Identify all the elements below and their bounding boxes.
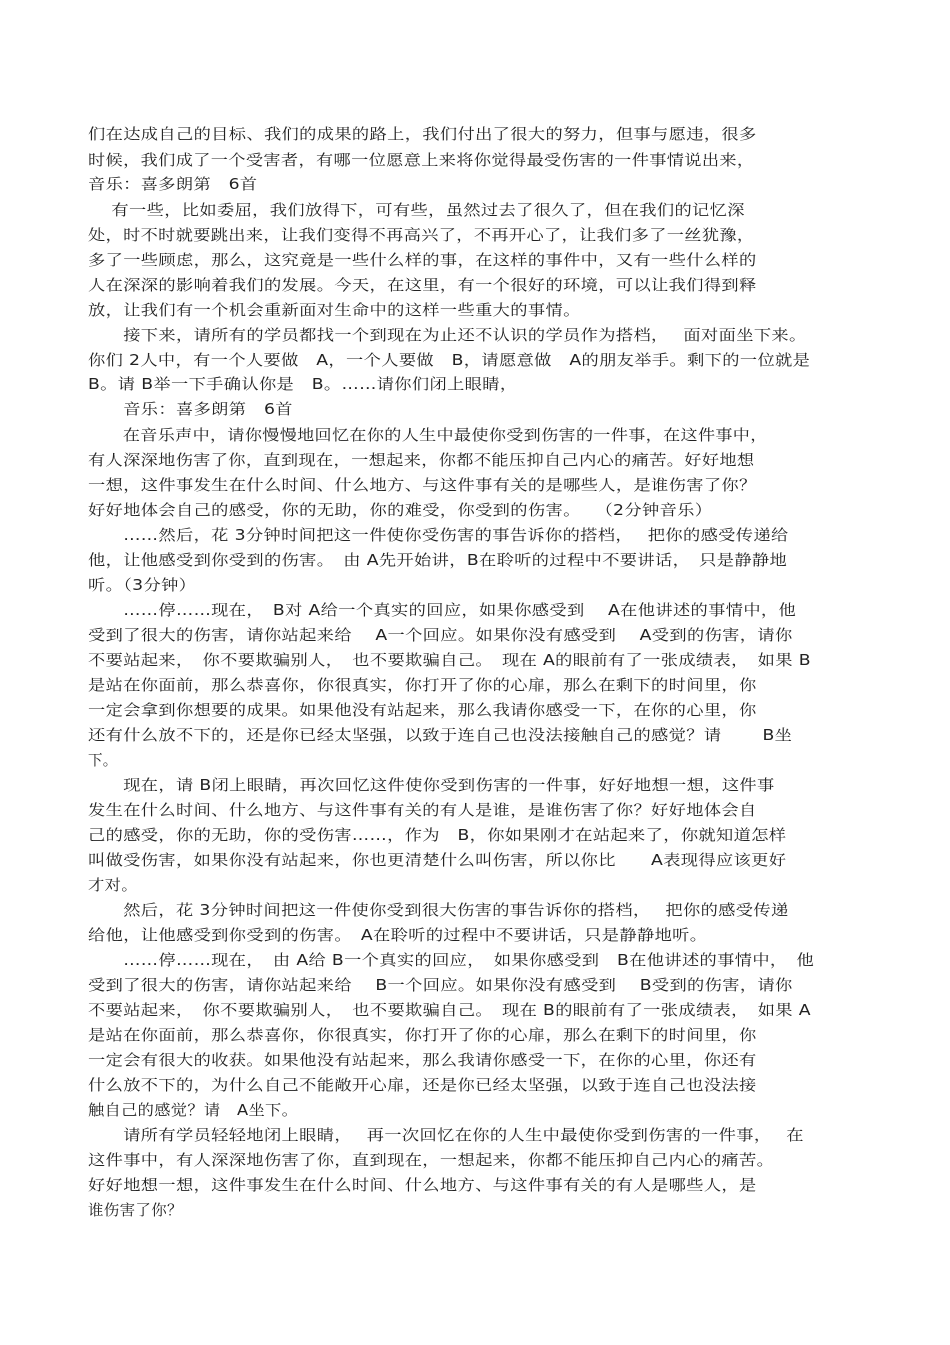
text-line: 是站在你面前，那么恭喜你，你很真实，你打开了你的心扉，那么在剩下的时间里，你 — [88, 676, 757, 694]
text-line: 发生在什么时间、什么地方、与这件事有关的有人是谁，是谁伤害了你？好好地体会自 — [88, 801, 757, 819]
text-line: 叫做受伤害，如果你没有站起来，你也更清楚什么叫伤害，所以你比 A表现得应该更好 — [88, 851, 787, 869]
text-line: 你们 2人中，有一个人要做 A，一个人要做 B，请愿意做 A的朋友举手。剩下的一位就是 — [88, 351, 811, 369]
text-line: 受到了很大的伤害，请你站起来给 B一个回应。如果你没有感受到 B受到的伤害，请你 — [88, 976, 793, 994]
text-line: ……停……现在， 由 A给 B一个真实的回应， 如果你感受到 B在他讲述的事情中， 他 — [88, 951, 815, 969]
text-line: 受到了很大的伤害，请你站起来给 A一个回应。如果你没有感受到 A受到的伤害，请你 — [88, 626, 793, 644]
text-line: ……然后，花 3分钟时间把这一件使你受伤害的事告诉你的搭档， 把你的感受传递给 — [88, 526, 789, 544]
text-line: 是站在你面前，那么恭喜你，你很真实，你打开了你的心扉，那么在剩下的时间里，你 — [88, 1026, 757, 1044]
text-line: 接下来，请所有的学员都找一个到现在为止还不认识的学员作为搭档， 面对面坐下来。 — [88, 326, 807, 344]
text-line: 有人深深地伤害了你，直到现在，一想起来，你都不能压抑自己内心的痛苦。好好地想 — [88, 451, 755, 469]
text-line: 己的感受，你的无助，你的受伤害……，作为 B，你如果刚才在站起来了，你就知道怎样 — [88, 826, 787, 844]
text-line: 一定会拿到你想要的成果。如果他没有站起来，那么我请你感受一下，在你的心里，你 — [88, 701, 757, 719]
text-line: 不要站起来， 你不要欺骗别人， 也不要欺骗自己。 现在 B的眼前有了一张成绩表， 如果 A — [88, 1001, 811, 1019]
text-line: 多了一些顾虑，那么，这究竟是一些什么样的事，在这样的事件中，又有一些什么样的 — [88, 251, 757, 269]
text-line: 处，时不时就要跳出来，让我们变得不再高兴了，不再开心了，让我们多了一丝犹豫， — [88, 226, 755, 244]
text-line: 还有什么放不下的，还是你已经太坚强，以致于连自己也没法接触自己的感觉？请 B坐 — [88, 726, 793, 744]
text-line: 请所有学员轻轻地闭上眼睛， 再一次回忆在你的人生中最使你受到伤害的一件事， 在 — [88, 1126, 804, 1144]
text-line: 才对。 — [88, 876, 138, 894]
text-line: 然后，花 3分钟时间把这一件使你受到很大伤害的事告诉你的搭档， 把你的感受传递 — [88, 901, 789, 919]
text-line: 现在，请 B闭上眼睛，再次回忆这件使你受到伤害的一件事，好好地想一想，这件事 — [88, 776, 775, 794]
text-line: 有一些，比如委屈，我们放得下，可有些，虽然过去了很久了，但在我们的记忆深 — [88, 201, 745, 219]
text-line: 音乐：喜多朗第 6首 — [88, 175, 258, 193]
text-line: B。请 B举一下手确认你是 B。……请你们闭上眼睛， — [88, 375, 518, 393]
text-line: 时候，我们成了一个受害者，有哪一位愿意上来将你觉得最受伤害的一件事情说出来， — [88, 151, 755, 169]
text-line: 们在达成自己的目标、我们的成果的路上，我们付出了很大的努力，但事与愿违，很多 — [88, 125, 757, 143]
text-line: ……停……现在， B对 A给一个真实的回应，如果你感受到 A在他讲述的事情中，他 — [88, 601, 797, 619]
text-line: 这件事中，有人深深地伤害了你，直到现在，一想起来，你都不能压抑自己内心的痛苦。 — [88, 1151, 775, 1169]
text-line: 触自己的感觉？请 A坐下。 — [88, 1101, 299, 1119]
text-line: 放，让我们有一个机会重新面对生命中的这样一些重大的事情。 — [88, 301, 581, 319]
text-line: 人在深深的影响着我们的发展。今天，在这里，有一个很好的环境，可以让我们得到释 — [88, 276, 757, 294]
text-line: 谁伤害了你？ — [88, 1201, 183, 1219]
text-line: 一想，这件事发生在什么时间、什么地方、与这件事有关的是哪些人，是谁伤害了你？ — [88, 476, 757, 494]
text-line: 在音乐声中，请你慢慢地回忆在你的人生中最使你受到伤害的一件事，在这件事中， — [88, 426, 768, 444]
text-line: 下。 — [88, 751, 118, 769]
text-line: 听。（3分钟） — [88, 576, 197, 594]
text-line: 给他，让他感受到你受到的伤害。 A在聆听的过程中不要讲话，只是静静地听。 — [88, 926, 708, 944]
text-line: 什么放不下的，为什么自己不能敞开心扉，还是你已经太坚强，以致于连自己也没法接 — [88, 1076, 757, 1094]
text-line: 好好地想一想，这件事发生在什么时间、什么地方、与这件事有关的有人是哪些人，是 — [88, 1176, 757, 1194]
text-line: 他，让他感受到你受到的伤害。 由 A先开始讲，B在聆听的过程中不要讲话， 只是静静地 — [88, 551, 788, 569]
text-line: 不要站起来， 你不要欺骗别人， 也不要欺骗自己。 现在 A的眼前有了一张成绩表， 如果 B — [88, 651, 811, 669]
text-line: 好好地体会自己的感受，你的无助，你的难受，你受到的伤害。 （2分钟音乐） — [88, 501, 713, 519]
text-line: 一定会有很大的收获。如果他没有站起来，那么我请你感受一下，在你的心里，你还有 — [88, 1051, 757, 1069]
text-line: 音乐：喜多朗第 6首 — [88, 400, 293, 418]
